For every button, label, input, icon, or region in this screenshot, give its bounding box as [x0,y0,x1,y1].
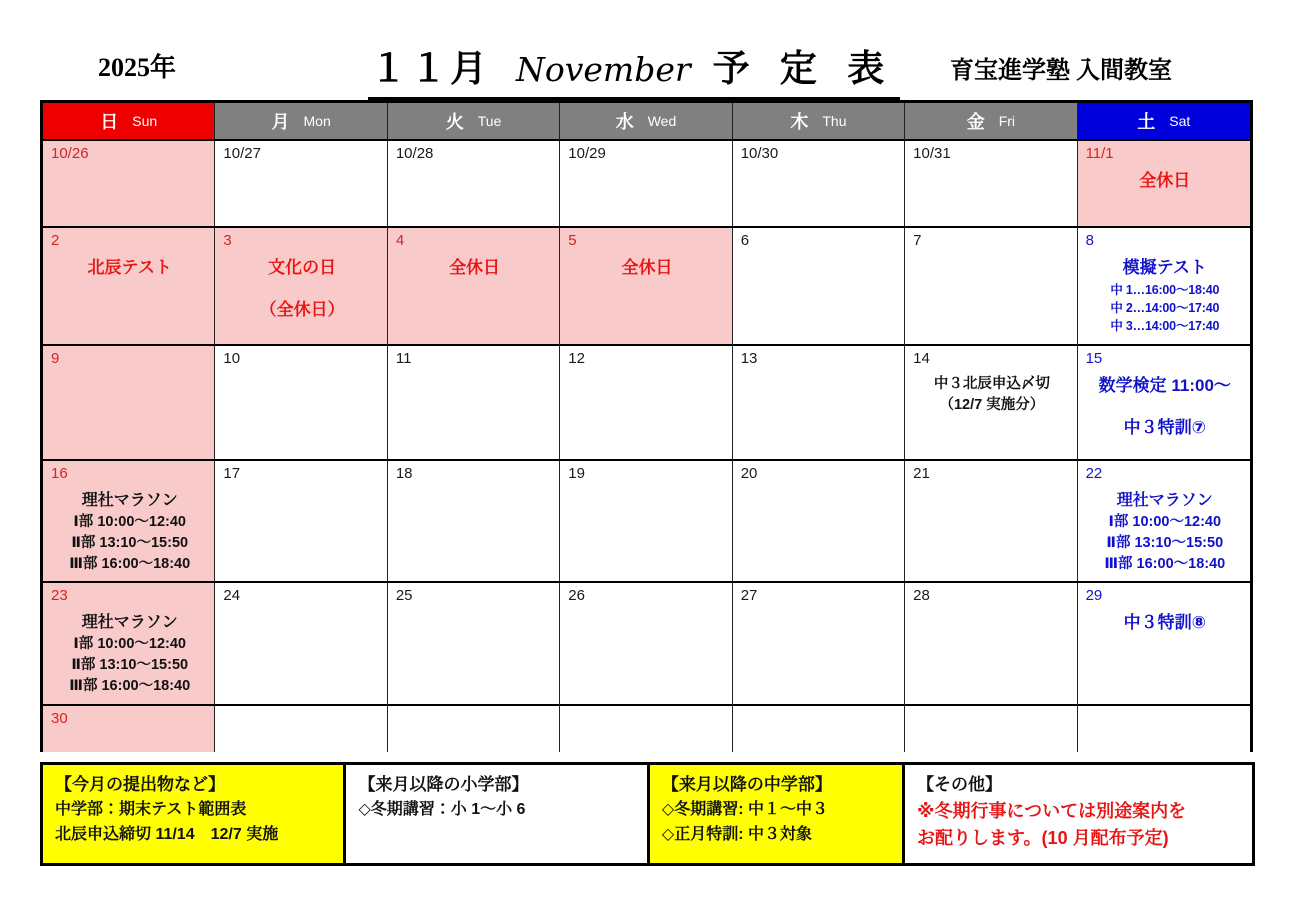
year-label: 2025年 [98,53,177,82]
weekday-header-sun [43,103,215,141]
event-text: 文化の日 [268,258,337,277]
weekday-en-label: Thu [822,113,847,129]
note-text: 中学部：期末テスト範囲表 [55,801,247,819]
day-cell-25 [388,583,560,706]
weekday-header-wed [560,103,732,141]
event-lines [396,256,553,281]
day-cell-28 [905,583,1077,706]
school-name: 育宝進学塾 入間教室 [950,58,1172,84]
page-title [368,38,900,101]
date-number: 8 [1085,232,1094,249]
event-text: 全休日 [1139,171,1191,190]
event-text: 中 1…16:00～18:40 [1110,282,1220,297]
event-text: Ⅰ部 10:00～12:40 [73,636,187,653]
day-cell-29 [1078,583,1250,706]
note-text: ※冬期行事については別途案内を [917,801,1187,822]
weekday-jp-label: 土 [1137,112,1156,132]
date-number: 2 [51,232,60,249]
date-number: 27 [740,587,758,604]
day-cell-empty [215,706,387,752]
date-number: 13 [740,350,758,367]
weekday-jp-label: 金 [966,112,985,132]
event-text: Ⅱ部 13:10～15:50 [71,535,189,552]
event-text: 数学検定 11:00～ [1098,376,1231,395]
event-lines [1086,489,1244,575]
weekday-header-thu [733,103,905,141]
date-number: 10/30 [740,145,779,162]
event-text: 中３特訓⑦ [1123,417,1206,437]
event-text: Ⅰ部 10:00～12:40 [73,514,187,531]
day-cell-10-26 [43,141,215,228]
event-lines [51,256,208,281]
date-number: 18 [395,465,413,482]
day-cell-17 [215,461,387,583]
day-cell-24 [215,583,387,706]
event-text: 中３特訓⑧ [1123,613,1206,632]
weekday-header-tue [388,103,560,141]
day-cell-empty [733,706,905,752]
event-lines [1086,256,1244,335]
event-lines [51,611,208,697]
event-lines [1086,611,1244,636]
weekday-en-label: Sun [132,113,158,129]
day-cell-4 [388,228,560,346]
note-text: 【その他】 [917,775,1002,794]
day-cell-2 [43,228,215,346]
date-number: 12 [568,350,585,367]
day-cell-10 [215,346,387,461]
event-text: 理社マラソン [81,492,178,509]
event-lines [1086,374,1244,440]
note-text: 【今月の提出物など】 [55,775,225,794]
day-cell-11 [388,346,560,461]
date-number: 19 [568,465,585,482]
date-number: 9 [51,350,60,367]
date-number: 20 [740,465,758,482]
event-text: Ⅲ部 16:00～18:40 [1104,556,1226,573]
date-number: 10/29 [568,145,606,162]
day-cell-21 [905,461,1077,583]
date-number: 16 [51,465,68,482]
event-text: Ⅲ部 16:00～18:40 [69,556,191,573]
day-cell-10-30 [733,141,905,228]
weekday-en-label: Wed [647,113,677,129]
day-cell-30 [43,706,215,752]
day-cell-10-29 [560,141,732,228]
event-text: 理社マラソン [81,614,178,631]
date-number: 30 [51,710,68,727]
day-cell-empty [388,706,560,752]
event-text: 中３北辰申込〆切 [933,376,1050,392]
date-number: 11/1 [1085,145,1114,162]
note-text: ◇冬期講習: 中１～中３ [661,801,828,819]
note-next-month-elementary [346,765,649,863]
day-cell-9 [43,346,215,461]
event-text: Ⅰ部 10:00～12:40 [1108,514,1222,531]
date-number: 15 [1085,350,1103,367]
event-text: 全休日 [621,258,673,277]
event-text: 中 2…14:00～17:40 [1110,300,1220,315]
date-number: 24 [223,587,241,604]
day-cell-8 [1078,228,1250,346]
weekday-jp-label: 日 [100,112,119,132]
day-cell-empty [560,706,732,752]
date-number: 28 [913,587,930,604]
day-cell-18 [388,461,560,583]
title-schedule-label: 予 定 表 [712,48,895,89]
day-cell-10-31 [905,141,1077,228]
day-cell-23 [43,583,215,706]
date-number: 11 [395,350,412,367]
day-cell-6 [733,228,905,346]
date-number: 5 [568,232,577,249]
title-month-english: November [516,50,691,89]
weekday-en-label: Mon [303,113,331,129]
weekday-jp-label: 木 [790,112,809,132]
date-number: 23 [51,587,68,604]
weekday-jp-label: 火 [445,112,464,132]
weekday-header-fri [905,103,1077,141]
weekday-header-sat [1078,103,1250,141]
day-cell-10-28 [388,141,560,228]
date-number: 7 [913,232,922,249]
date-number: 21 [913,465,930,482]
date-number: 10/27 [223,145,261,162]
event-lines [568,256,725,281]
day-cell-15 [1078,346,1250,461]
calendar-table [40,100,1253,752]
date-number: 26 [568,587,585,604]
date-number: 25 [395,587,413,604]
event-text: Ⅲ部 16:00～18:40 [69,678,191,695]
note-text: ◇冬期講習：小 1～小 6 [358,801,526,819]
date-number: 22 [1085,465,1103,482]
title-month: １１月 [370,48,490,89]
event-lines [223,256,380,322]
note-text: お配りします。(10 月配布予定) [917,828,1169,849]
day-cell-12 [560,346,732,461]
day-cell-13 [733,346,905,461]
note-other [905,765,1252,863]
event-text: 北辰テスト [87,258,172,277]
note-text: ◇正月特訓: 中３対象 [661,826,812,844]
day-cell-16 [43,461,215,583]
date-number: 4 [395,232,405,249]
day-cell-10-27 [215,141,387,228]
note-this-month-submissions [43,765,346,863]
event-lines [913,374,1070,416]
date-number: 6 [740,232,750,249]
date-number: 10/26 [51,145,89,162]
day-cell-20 [733,461,905,583]
event-text: （全休日） [259,299,345,319]
note-text: 【来月以降の中学部】 [661,775,832,794]
date-number: 29 [1085,587,1103,604]
event-lines [51,489,208,575]
weekday-jp-label: 月 [271,112,290,132]
day-cell-empty [905,706,1077,752]
day-cell-19 [560,461,732,583]
date-number: 10/28 [395,145,434,162]
event-text: （12/7 実施分） [939,397,1045,414]
event-text: 全休日 [449,258,501,277]
event-text: Ⅱ部 13:10～15:50 [71,657,189,674]
weekday-en-label: Sat [1169,113,1191,129]
note-next-month-junior-high [650,765,905,863]
day-cell-11-1 [1078,141,1250,228]
event-lines [1086,169,1244,194]
day-cell-14 [905,346,1077,461]
day-cell-27 [733,583,905,706]
date-number: 14 [913,350,930,367]
date-number: 10/31 [913,145,951,162]
day-cell-empty [1078,706,1250,752]
note-text: 【来月以降の小学部】 [358,775,529,794]
event-text: 中 3…14:00～17:40 [1110,318,1220,333]
day-cell-3 [215,228,387,346]
day-cell-5 [560,228,732,346]
notes-section [40,762,1255,866]
date-number: 10 [223,350,241,367]
note-text: 北辰申込締切 11/14 12/7 実施 [55,826,279,844]
day-cell-22 [1078,461,1250,583]
weekday-header-mon [215,103,387,141]
day-cell-7 [905,228,1077,346]
date-number: 17 [223,465,241,482]
event-text: 理社マラソン [1116,492,1213,509]
weekday-en-label: Tue [477,113,502,129]
event-text: 模擬テスト [1122,258,1207,277]
weekday-jp-label: 水 [615,112,634,132]
weekday-en-label: Fri [998,113,1016,129]
day-cell-26 [560,583,732,706]
event-text: Ⅱ部 13:10～15:50 [1106,535,1224,552]
date-number: 3 [223,232,232,249]
